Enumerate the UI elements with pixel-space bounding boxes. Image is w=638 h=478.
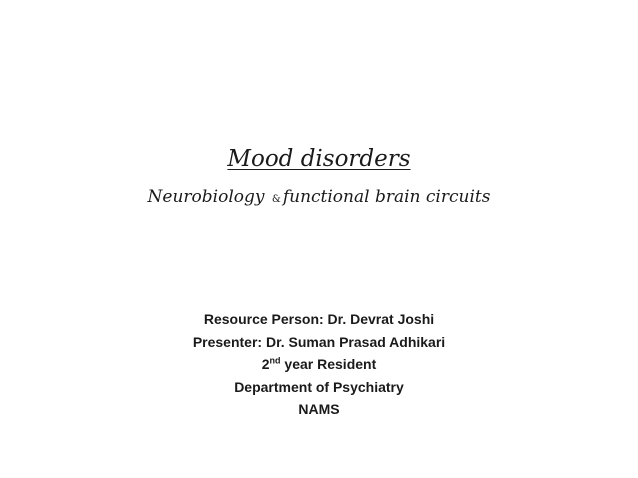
year-number: 2 <box>261 356 270 372</box>
subtitle-ampersand: & <box>271 194 281 205</box>
presenter: Presenter: Dr. Suman Prasad Adhikari <box>192 333 446 350</box>
resident-year <box>0 353 638 376</box>
year-rest: year Resident <box>280 356 377 372</box>
subtitle-text-2: functional brain circuits <box>282 187 491 207</box>
subtitle-text-1: Neurobiology <box>147 187 265 207</box>
institution: NAMS <box>298 401 340 417</box>
credits-block <box>0 308 638 421</box>
year-suffix: nd <box>269 355 281 366</box>
resource-person: Resource Person: Dr. Devrat Joshi <box>203 311 435 327</box>
slide-subtitle <box>0 184 638 213</box>
department: Department of Psychiatry <box>234 378 404 395</box>
slide-title: Mood disorders <box>227 146 411 172</box>
